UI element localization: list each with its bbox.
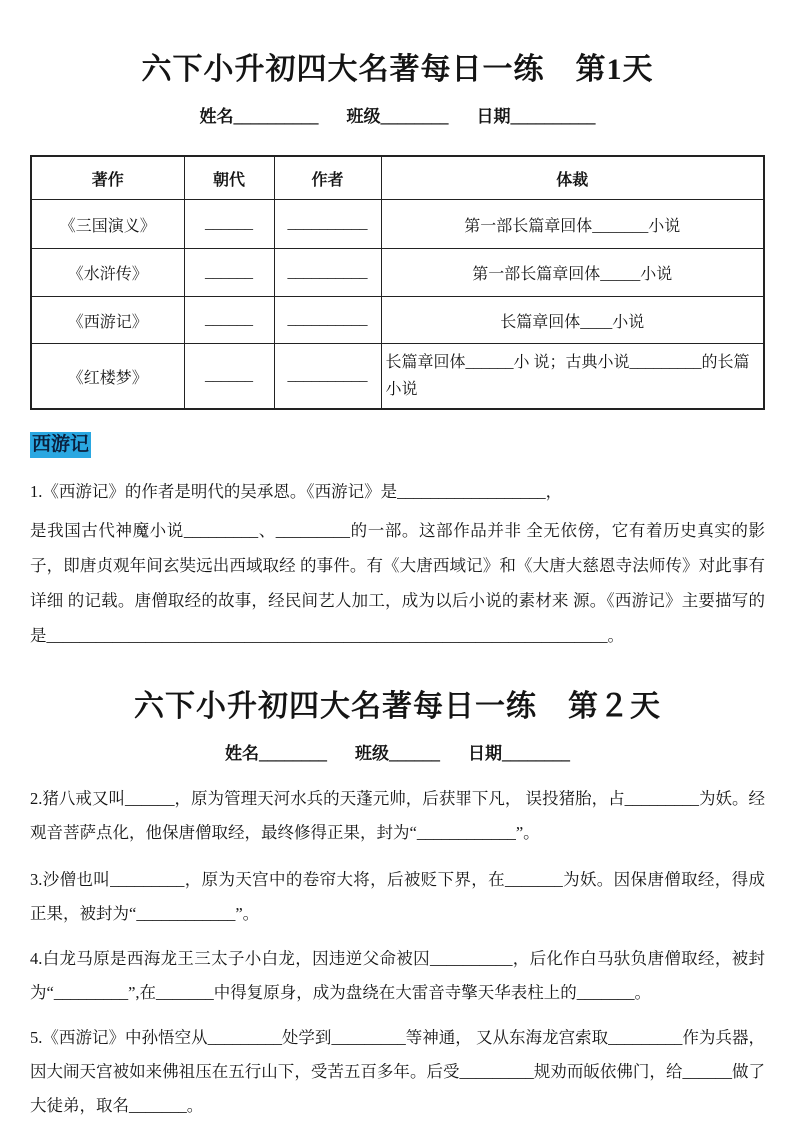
question-1-body: 是我国古代神魔小说_________、_________的一部。这部作品并非 全无依傍，它有着历史真实的影子，即唐贞观年间玄奘远出西域取经 的事件。有《大唐西域记》和《大唐大慈恩寺法师传》对此事有详细 的记载。唐僧取经的故事，经民间艺人加工，成为以后小说的素材来 源。《西游记》主要描写的是____________________________________________________________________。 [30,521,765,645]
question-4: 4.白龙马原是西海龙王三太子小白龙，因违逆父命被囚__________，后化作白马驮负唐僧取经，被封为“_________”,在_______中得复原身，成为盘绕在大雷音寺擎天华表柱上的_______。 [30,949,765,1002]
dynasty-blank: ______ [184,344,274,410]
question-2: 2.猪八戒又叫______，原为管理天河水兵的天蓬元帅，后获罪下凡， 误投猪胎，占_________为妖。经观音菩萨点化，他保唐僧取经，最终修得正果，封为“____________”。 [30,789,765,842]
page-title-day2: 六下小升初四大名著每日一练 第２天 [134,690,661,723]
name-blank: __________ [233,107,319,126]
work-title: 《红楼梦》 [31,344,184,410]
name-label: 姓名 [225,744,259,763]
author-blank: __________ [274,344,381,410]
class-blank: ______ [389,744,440,763]
genre-text: 长篇章回体____小说 [381,297,764,344]
class-blank: ________ [380,107,449,126]
dynasty-blank: ______ [184,297,274,344]
col-header-author: 作者 [274,156,381,200]
classics-table [30,155,765,410]
table-row [31,297,764,344]
page-title-day1: 六下小升初四大名著每日一练 第1天 [141,53,654,86]
date-label: 日期 [468,744,502,763]
work-title: 《水浒传》 [31,249,184,297]
dynasty-blank: ______ [184,249,274,297]
col-header-work: 著作 [31,156,184,200]
question-5: 5.《西游记》中孙悟空从_________处学到_________等神通， 又从东海龙宫索取_________作为兵器，因大闹天宫被如来佛祖压在五行山下，受苦五百多年。后受_________规劝而皈依佛门，给______做了大徒弟，取名_______。 [30,1028,765,1115]
author-blank: __________ [274,249,381,297]
genre-text: 第一部长篇章回体_____小说 [381,249,764,297]
date-label: 日期 [476,107,511,126]
col-header-dynasty: 朝代 [184,156,274,200]
student-info-line-day1 [30,102,765,127]
table-row [31,344,764,410]
author-blank: __________ [274,297,381,344]
col-header-genre: 体裁 [381,156,764,200]
table-header-row [31,156,764,200]
question-3: 3.沙僧也叫_________，原为天宫中的卷帘大将，后被贬下界，在_______为妖。因保唐僧取经，得成正果，被封为“____________”。 [30,870,765,923]
date-blank: __________ [510,107,596,126]
table-row [31,249,764,297]
name-label: 姓名 [199,107,234,126]
genre-text: 第一部长篇章回体_______小说 [381,200,764,249]
author-blank: __________ [274,200,381,249]
name-blank: ________ [259,744,327,763]
dynasty-blank: ______ [184,200,274,249]
question-1-intro: 1.《西游记》的作者是明代的吴承恩。《西游记》是__________________， [30,482,563,501]
class-label: 班级 [346,107,381,126]
table-row [31,200,764,249]
genre-text: 长篇章回体______小 说；古典小说_________的长篇小说 [381,344,764,410]
student-info-line-day2 [30,739,765,764]
work-title: 《西游记》 [31,297,184,344]
class-label: 班级 [355,744,389,763]
section-badge-xiyouji: 西游记 [30,432,91,458]
date-blank: ________ [502,744,570,763]
work-title: 《三国演义》 [31,200,184,249]
